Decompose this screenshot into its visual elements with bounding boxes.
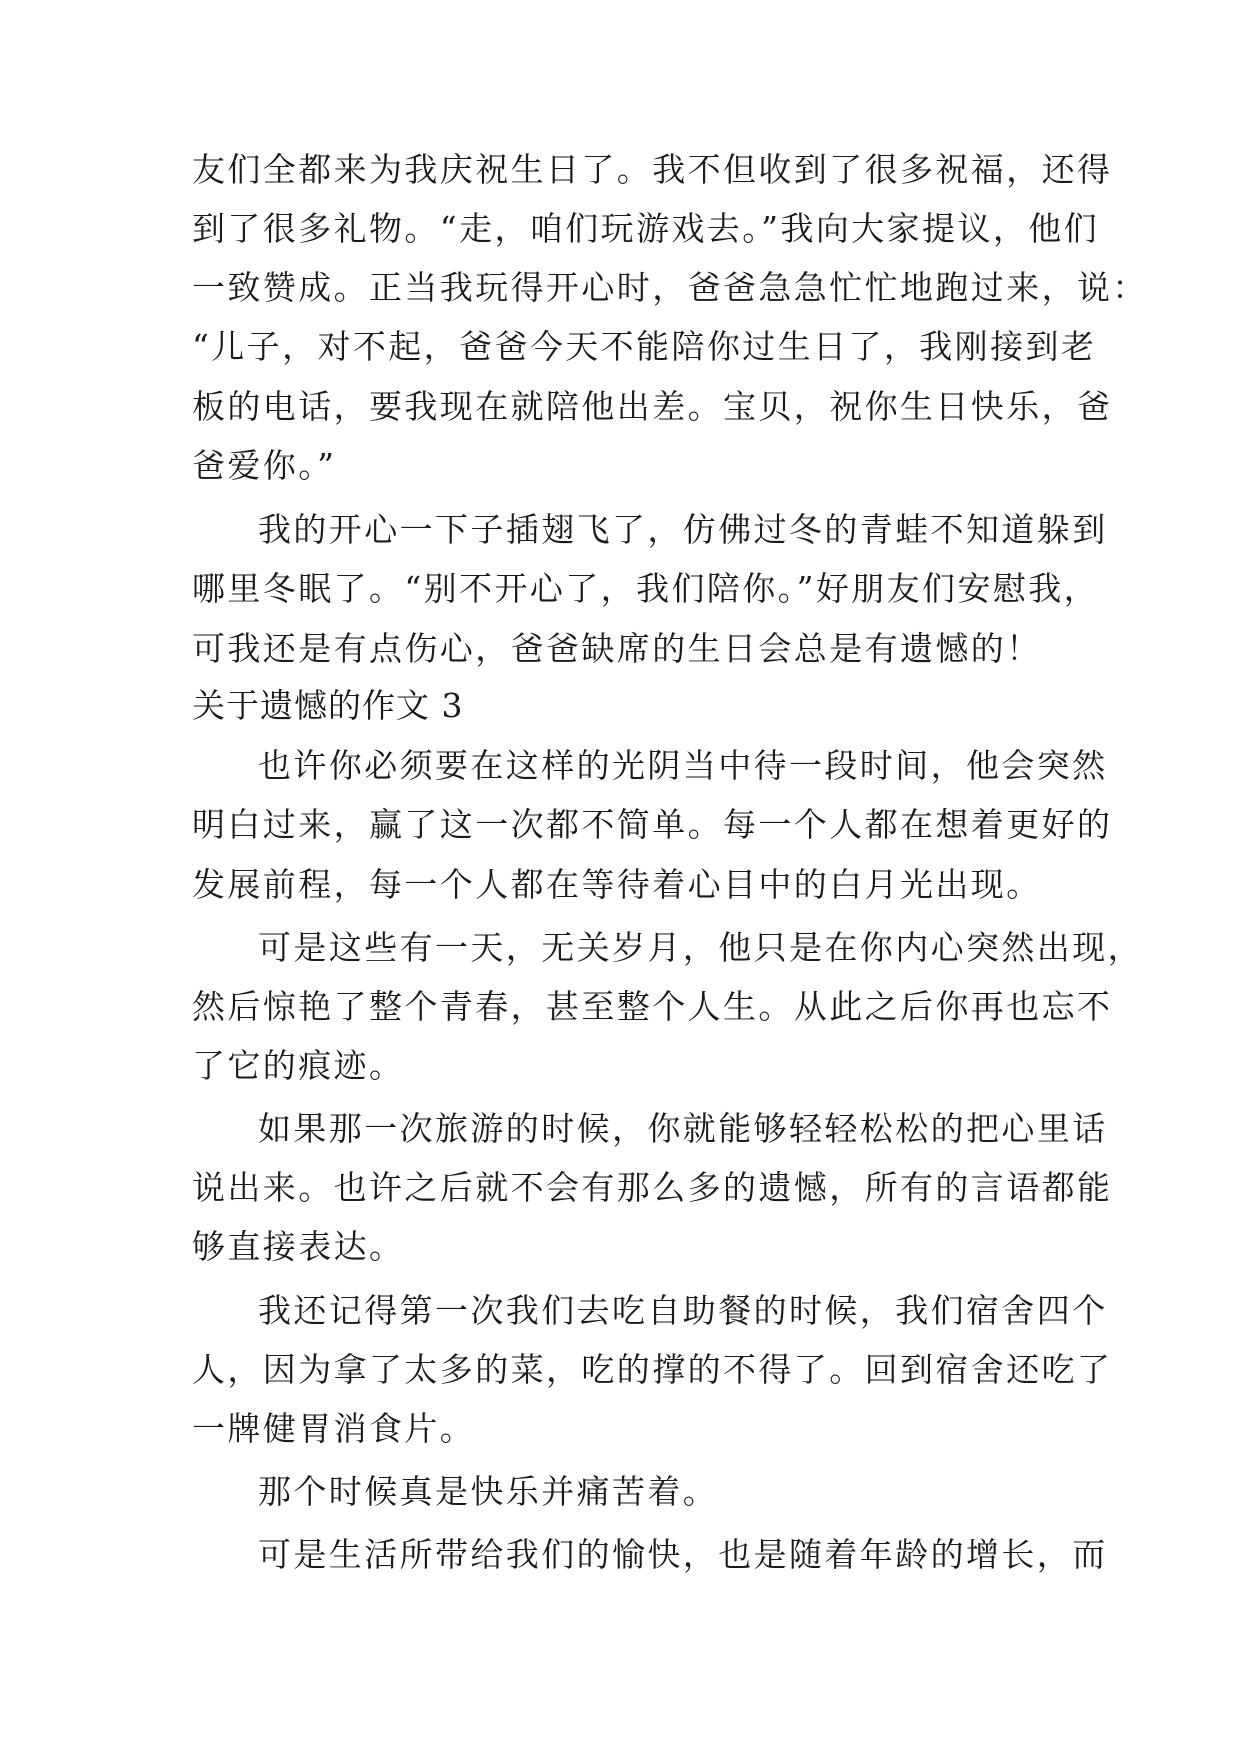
text-line: 了它的痕迹。 xyxy=(192,1046,405,1085)
paragraph-first-line: 可是这些有一天，无关岁月，他只是在你内心突然出现， xyxy=(258,928,1143,967)
text-line: 可我还是有点伤心，爸爸缺席的生日会总是有遗憾的！ xyxy=(192,629,1042,668)
text-line: 人，因为拿了太多的菜，吃的撑的不得了。回到宿舍还吃了 xyxy=(192,1350,1113,1389)
section-heading: 关于遗憾的作文 3 xyxy=(192,686,464,725)
text-line: 说出来。也许之后就不会有那么多的遗憾，所有的言语都能 xyxy=(192,1168,1113,1207)
text-line: 哪里冬眠了。“别不开心了，我们陪你。”好朋友们安慰我， xyxy=(192,569,1100,608)
text-line: 友们全都来为我庆祝生日了。我不但收到了很多祝福，还得 xyxy=(192,150,1113,189)
paragraph-first-line: 我的开心一下子插翅飞了，仿佛过冬的青蛙不知道躲到 xyxy=(258,510,1108,549)
text-line: 板的电话，要我现在就陪他出差。宝贝，祝你生日快乐，爸 xyxy=(192,387,1113,426)
paragraph-first-line: 可是生活所带给我们的愉快，也是随着年龄的增长，而 xyxy=(258,1535,1108,1574)
text-line: 一牌健胃消食片。 xyxy=(192,1409,476,1448)
text-line: 明白过来，赢了这一次都不简单。每一个人都在想着更好的 xyxy=(192,805,1113,844)
paragraph-first-line: 也许你必须要在这样的光阴当中待一段时间，他会突然 xyxy=(258,746,1108,785)
text-line: 爸爱你。” xyxy=(192,446,337,485)
text-line: 发展前程，每一个人都在等待着心目中的白月光出现。 xyxy=(192,865,1042,904)
paragraph-first-line: 如果那一次旅游的时候，你就能够轻轻松松的把心里话 xyxy=(258,1109,1108,1148)
text-line: “儿子，对不起，爸爸今天不能陪你过生日了，我刚接到老 xyxy=(192,327,1097,366)
text-line: 一致赞成。正当我玩得开心时，爸爸急急忙忙地跑过来，说： xyxy=(192,268,1148,307)
text-line: 够直接表达。 xyxy=(192,1227,405,1266)
text-line: 到了很多礼物。“走，咱们玩游戏去。”我向大家提议，他们 xyxy=(192,209,1100,248)
paragraph-first-line: 那个时候真是快乐并痛苦着。 xyxy=(258,1472,719,1511)
text-line: 然后惊艳了整个青春，甚至整个人生。从此之后你再也忘不 xyxy=(192,987,1113,1026)
paragraph-first-line: 我还记得第一次我们去吃自助餐的时候，我们宿舍四个 xyxy=(258,1291,1108,1330)
